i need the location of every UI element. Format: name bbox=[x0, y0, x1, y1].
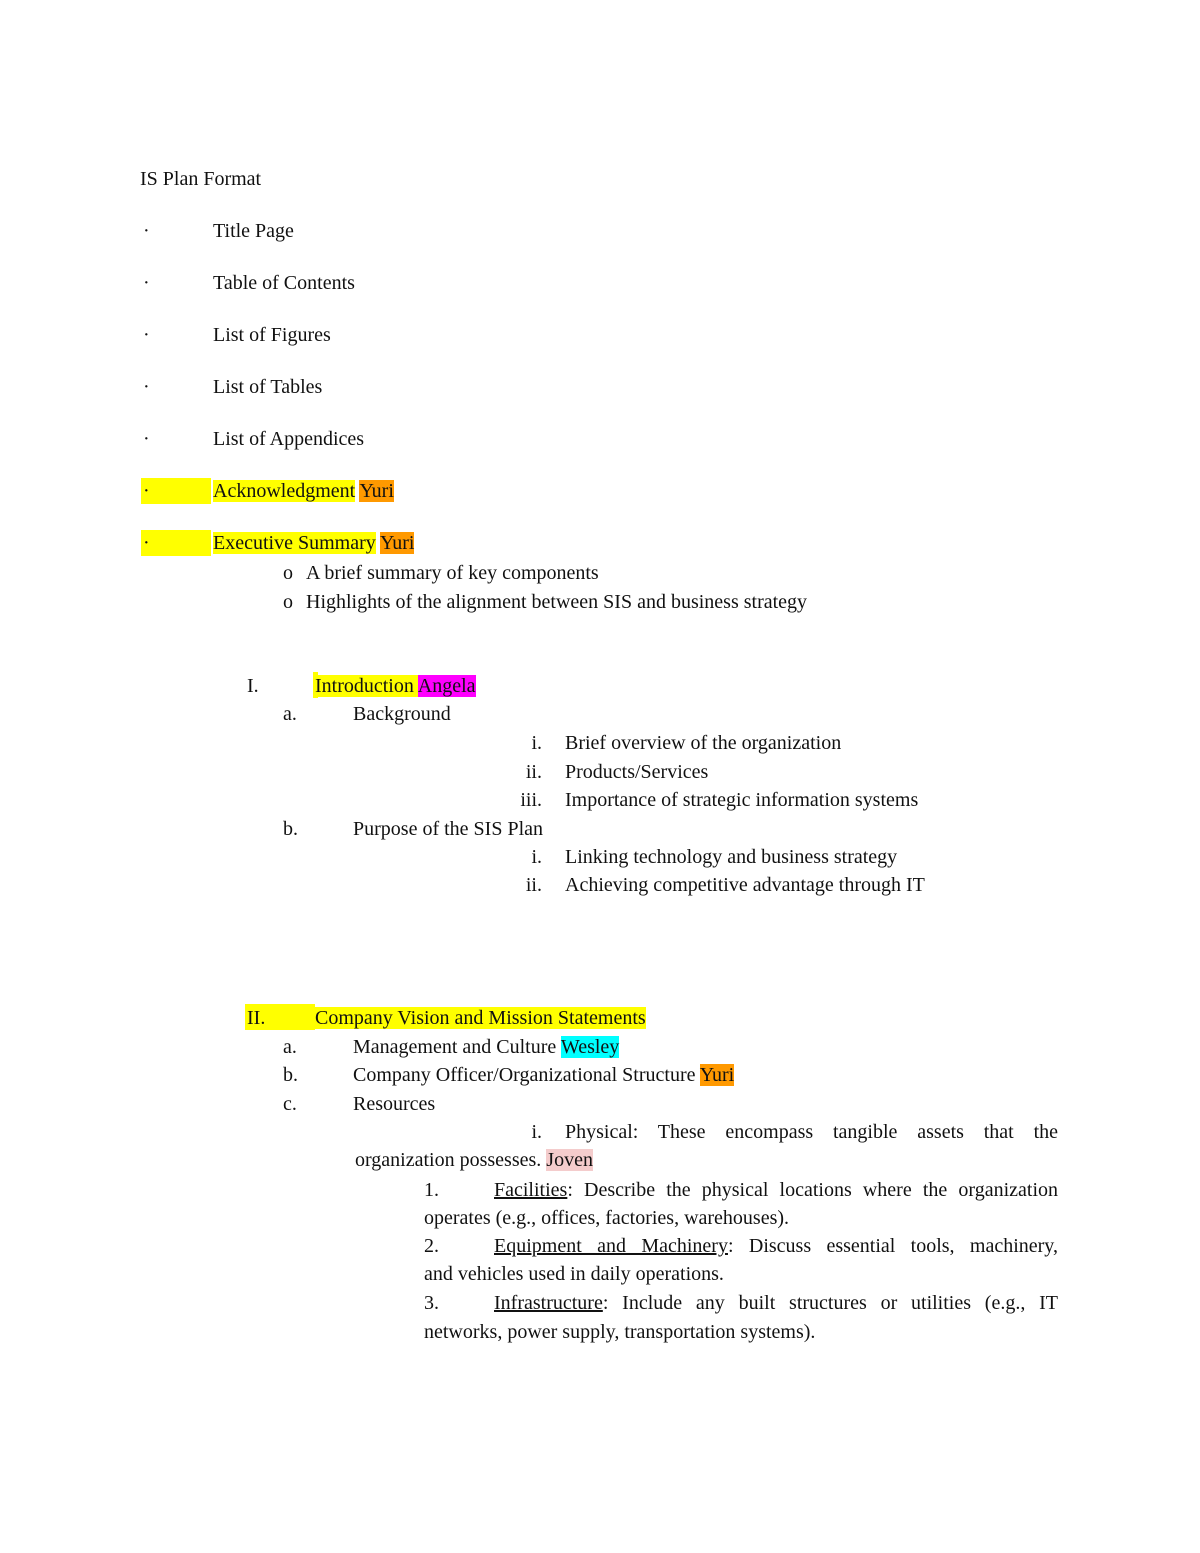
front-item-title-page bbox=[143, 219, 294, 243]
subsection-letter: b. bbox=[283, 1064, 298, 1086]
resource-term: Facilities bbox=[494, 1179, 568, 1201]
resource-item-line: networks, power supply, transportation systems). bbox=[424, 1321, 816, 1343]
roman-numeral: i. bbox=[531, 1121, 542, 1143]
subsection-title bbox=[353, 1035, 619, 1059]
bullet: · bbox=[143, 324, 150, 346]
document-title: IS Plan Format bbox=[140, 168, 262, 190]
owner-tag: Yuri bbox=[380, 532, 415, 554]
subsection-title: Resources bbox=[353, 1093, 436, 1115]
item-number: 1. bbox=[424, 1179, 439, 1201]
section-title: Introduction bbox=[315, 675, 414, 697]
front-item-toc bbox=[143, 271, 355, 295]
bullet: · bbox=[143, 480, 150, 502]
resource-item-line: operates (e.g., offices, factories, warehouses). bbox=[424, 1207, 790, 1229]
front-item-list-of-tables bbox=[143, 375, 322, 399]
sub-bullet: o bbox=[283, 591, 293, 613]
resource-term: Infrastructure bbox=[494, 1292, 603, 1314]
front-item-label: Title Page bbox=[213, 220, 294, 242]
section-number: II. bbox=[247, 1007, 266, 1029]
bullet: · bbox=[143, 376, 150, 398]
acknowledgment-item bbox=[143, 479, 394, 503]
bullet: · bbox=[143, 220, 150, 242]
resource-item-line bbox=[494, 1291, 1058, 1315]
summary-point bbox=[283, 561, 599, 585]
front-item-list-of-figures bbox=[143, 323, 331, 347]
summary-point-text: Highlights of the alignment between SIS and business strategy bbox=[306, 591, 808, 613]
section-title: Company Vision and Mission Statements bbox=[315, 1007, 646, 1029]
executive-summary-item bbox=[143, 531, 414, 555]
subsection-letter: a. bbox=[283, 703, 297, 725]
owner-tag: Angela bbox=[417, 675, 476, 697]
paragraph-line: Physical: These encompass tangible assets that the bbox=[565, 1121, 1058, 1143]
front-item-label: Table of Contents bbox=[213, 272, 355, 294]
bullet: · bbox=[143, 428, 150, 450]
list-item: Importance of strategic information systems bbox=[565, 789, 919, 811]
resource-item-line: and vehicles used in daily operations. bbox=[424, 1263, 724, 1285]
list-item: Achieving competitive advantage through IT bbox=[565, 874, 925, 896]
paragraph-text: organization possesses. bbox=[355, 1149, 542, 1171]
front-item-list-of-appendices bbox=[143, 427, 364, 451]
subsection-label: Management and Culture bbox=[353, 1036, 557, 1058]
section-heading bbox=[315, 674, 476, 698]
roman-numeral: i. bbox=[531, 732, 542, 754]
roman-numeral: ii. bbox=[525, 874, 542, 896]
subsection-letter: c. bbox=[283, 1093, 297, 1115]
executive-summary-label: Executive Summary bbox=[213, 532, 376, 554]
bullet: · bbox=[143, 272, 150, 294]
owner-tag: Wesley bbox=[560, 1036, 620, 1058]
owner-tag: Yuri bbox=[359, 480, 394, 502]
resource-item-line bbox=[494, 1234, 1058, 1258]
list-item: Linking technology and business strategy bbox=[565, 846, 898, 868]
front-item-label: List of Figures bbox=[213, 324, 331, 346]
roman-numeral: iii. bbox=[520, 789, 542, 811]
owner-tag: Joven bbox=[546, 1149, 593, 1171]
subsection-label: Company Officer/Organizational Structure bbox=[353, 1064, 696, 1086]
subsection-title: Background bbox=[353, 703, 451, 725]
paragraph-line bbox=[355, 1148, 593, 1172]
item-number: 2. bbox=[424, 1235, 439, 1257]
front-item-label: List of Tables bbox=[213, 376, 323, 398]
section-number: I. bbox=[247, 675, 259, 697]
front-item-label: List of Appendices bbox=[213, 428, 365, 450]
resource-item-line bbox=[494, 1178, 1058, 1202]
sub-bullet: o bbox=[283, 562, 293, 584]
subsection-title: Purpose of the SIS Plan bbox=[353, 818, 543, 840]
resource-desc: : Include any built structures or utilities (e.g., IT bbox=[602, 1292, 1058, 1314]
resource-desc: : Discuss essential tools, machinery, bbox=[727, 1235, 1058, 1257]
list-item: Brief overview of the organization bbox=[565, 732, 842, 754]
roman-numeral: i. bbox=[531, 846, 542, 868]
resource-term: Equipment and Machinery bbox=[494, 1235, 728, 1257]
subsection-letter: a. bbox=[283, 1036, 297, 1058]
list-item: Products/Services bbox=[565, 761, 709, 783]
acknowledgment-label: Acknowledgment bbox=[213, 480, 356, 502]
resource-desc: : Describe the physical locations where the organization bbox=[567, 1179, 1058, 1201]
summary-point-text: A brief summary of key components bbox=[306, 562, 599, 584]
section-heading bbox=[315, 1006, 646, 1030]
owner-tag: Yuri bbox=[699, 1064, 735, 1086]
subsection-letter: b. bbox=[283, 818, 298, 840]
summary-point bbox=[283, 590, 807, 614]
subsection-title bbox=[353, 1063, 734, 1087]
item-number: 3. bbox=[424, 1292, 439, 1314]
bullet: · bbox=[143, 532, 150, 554]
roman-numeral: ii. bbox=[525, 761, 542, 783]
